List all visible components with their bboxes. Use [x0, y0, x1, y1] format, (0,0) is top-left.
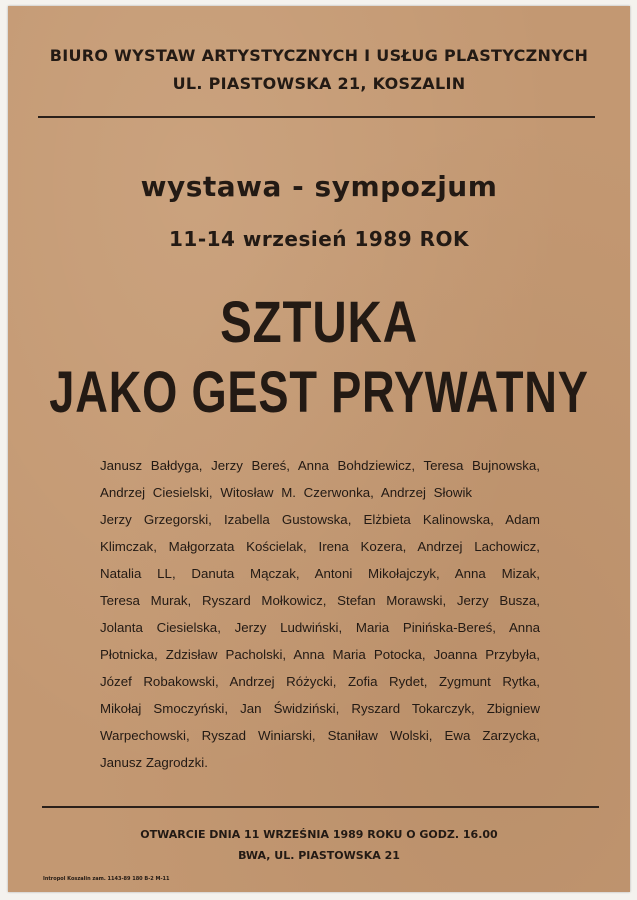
event-dates: 11-14 wrzesień 1989 ROK: [168, 227, 470, 251]
title-line-1: SZTUKA: [220, 290, 418, 355]
artist-line: Klimczak, Małgorzata Kościelak, Irena Kozera, Andrzej Lachowicz,: [100, 539, 540, 554]
artist-line: Andrzej Ciesielski, Witosław M. Czerwonka, Andrzej Słowik: [100, 485, 473, 500]
artist-line: Płotnicka, Zdzisław Pacholski, Anna Maria Potocka, Joanna Przybyła,: [100, 647, 540, 662]
printer-note: Intropol Koszalin zam. 1143-89 180 B-2 M-11: [43, 876, 170, 882]
artist-line: Mikołaj Smoczyński, Jan Świdziński, Ryszard Tokarczyk, Zbigniew: [100, 701, 540, 716]
venue-info: BWA, UL. PIASTOWSKA 21: [238, 849, 400, 862]
organizer-name: BIURO WYSTAW ARTYSTYCZNYCH I USŁUG PLASTYCZNYCH: [49, 46, 589, 65]
title-line-2: JAKO GEST PRYWATNY: [49, 360, 589, 425]
artist-list: [100, 452, 540, 776]
artist-line: Janusz Bałdyga, Jerzy Bereś, Anna Bohdziewicz, Teresa Bujnowska,: [100, 458, 540, 473]
exhibition-poster: [8, 6, 630, 892]
artist-line: Janusz Zagrodzki.: [100, 755, 208, 770]
artist-line: Jerzy Grzegorski, Izabella Gustowska, Elżbieta Kalinowska, Adam: [100, 512, 540, 527]
organizer-address: UL. PIASTOWSKA 21, KOSZALIN: [172, 74, 466, 93]
event-type: wystawa - sympozjum: [140, 170, 498, 203]
artist-line: Józef Robakowski, Andrzej Różycki, Zofia Rydet, Zygmunt Rytka,: [100, 674, 540, 689]
artist-line: Teresa Murak, Ryszard Mołkowicz, Stefan Morawski, Jerzy Busza,: [100, 593, 540, 608]
artist-line: Jolanta Ciesielska, Jerzy Ludwiński, Maria Pinińska-Bereś, Anna: [100, 620, 540, 635]
opening-info: OTWARCIE DNIA 11 WRZEŚNIA 1989 ROKU O GODZ. 16.00: [140, 828, 498, 841]
artist-line: Natalia LL, Danuta Mączak, Antoni Mikołajczyk, Anna Mizak,: [100, 566, 540, 581]
artist-line: Warpechowski, Ryszad Winiarski, Staniław Wolski, Ewa Zarzycka,: [100, 728, 540, 743]
top-divider: [38, 116, 595, 118]
bottom-divider: [42, 806, 599, 808]
